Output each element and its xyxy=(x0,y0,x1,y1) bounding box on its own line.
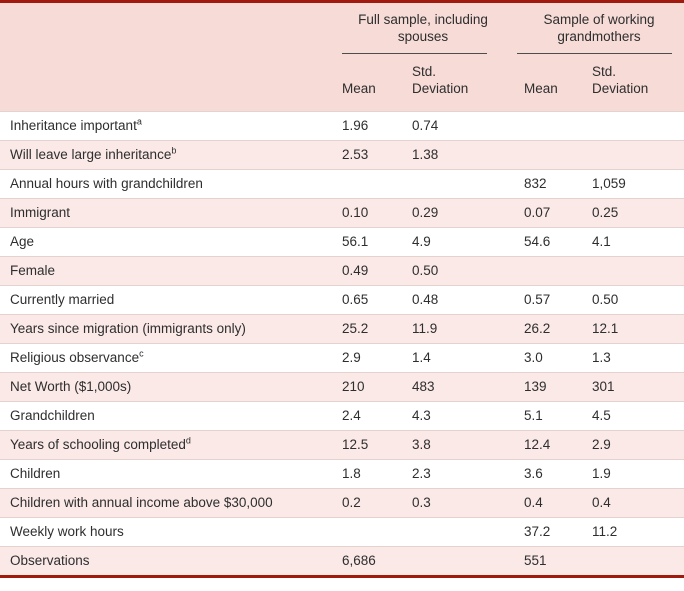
row-label xyxy=(0,466,332,481)
cell-mean-full-sample: 25.2 xyxy=(342,321,369,336)
row-label xyxy=(0,147,332,162)
row-label-text: Will leave large inheritance xyxy=(10,147,172,162)
cell-mean-working-grandmothers: 551 xyxy=(524,553,547,568)
row-label xyxy=(0,176,332,191)
row-label-text: Children xyxy=(10,466,61,481)
cell-std-full-sample: 0.3 xyxy=(412,495,431,510)
cell-std-full-sample: 0.29 xyxy=(412,205,439,220)
table-row xyxy=(0,227,684,256)
cell-std-working-grandmothers: 0.4 xyxy=(592,495,611,510)
cell-std-full-sample: 3.8 xyxy=(412,437,431,452)
cell-std-working-grandmothers: 2.9 xyxy=(592,437,611,452)
row-label-text: Children with annual income above $30,000 xyxy=(10,495,273,510)
cell-std-working-grandmothers: 4.5 xyxy=(592,408,611,423)
cell-std-working-grandmothers: 0.25 xyxy=(592,205,619,220)
cell-mean-working-grandmothers: 139 xyxy=(524,379,547,394)
header-spacer xyxy=(0,12,332,54)
table-row xyxy=(0,372,684,401)
row-label xyxy=(0,321,332,336)
column-group-full-sample-title: Full sample, including spouses xyxy=(358,12,488,44)
row-label-text: Net Worth ($1,000s) xyxy=(10,379,132,394)
cell-mean-full-sample: 0.49 xyxy=(342,263,369,278)
table-row xyxy=(0,343,684,372)
cell-std-full-sample: 0.50 xyxy=(412,263,439,278)
cell-std-working-grandmothers: 0.50 xyxy=(592,292,619,307)
column-group-working-grandmothers-rule xyxy=(517,53,672,54)
row-label xyxy=(0,350,332,365)
cell-mean-full-sample: 1.8 xyxy=(342,466,361,481)
row-label-text: Weekly work hours xyxy=(10,524,124,539)
cell-mean-full-sample: 0.65 xyxy=(342,292,369,307)
row-label xyxy=(0,205,332,220)
cell-std-full-sample: 4.3 xyxy=(412,408,431,423)
cell-mean-working-grandmothers: 0.4 xyxy=(524,495,543,510)
row-label xyxy=(0,408,332,423)
table-row xyxy=(0,517,684,546)
row-label xyxy=(0,379,332,394)
row-label xyxy=(0,437,332,452)
row-label xyxy=(0,495,332,510)
cell-mean-working-grandmothers: 3.0 xyxy=(524,350,543,365)
row-label-superscript: c xyxy=(139,348,144,359)
table-row xyxy=(0,256,684,285)
row-label-superscript: a xyxy=(136,116,142,127)
column-group-working-grandmothers xyxy=(514,12,684,54)
row-label-text: Immigrant xyxy=(10,205,71,220)
cell-mean-working-grandmothers: 3.6 xyxy=(524,466,543,481)
cell-std-working-grandmothers: 1.3 xyxy=(592,350,611,365)
table-row xyxy=(0,140,684,169)
table-row xyxy=(0,198,684,227)
cell-mean-full-sample: 210 xyxy=(342,379,365,394)
table-row xyxy=(0,169,684,198)
cell-mean-working-grandmothers: 26.2 xyxy=(524,321,551,336)
table-body xyxy=(0,111,684,575)
row-label-superscript: b xyxy=(171,145,177,156)
table-row xyxy=(0,430,684,459)
row-label xyxy=(0,292,332,307)
row-label-text: Currently married xyxy=(10,292,115,307)
cell-std-full-sample: 483 xyxy=(412,379,435,394)
row-label-text: Annual hours with grandchildren xyxy=(10,176,203,191)
cell-mean-full-sample: 0.10 xyxy=(342,205,369,220)
table-header xyxy=(0,3,684,111)
cell-mean-working-grandmothers: 0.07 xyxy=(524,205,551,220)
column-group-full-sample-rule xyxy=(342,53,487,54)
cell-mean-full-sample: 2.53 xyxy=(342,147,369,162)
table-row xyxy=(0,111,684,140)
row-label xyxy=(0,524,332,539)
table-row xyxy=(0,459,684,488)
table-row xyxy=(0,285,684,314)
column-header-std-full-sample: Std. Deviation xyxy=(412,63,469,96)
row-label-text: Female xyxy=(10,263,56,278)
table-row xyxy=(0,546,684,575)
row-label xyxy=(0,263,332,278)
row-label-text: Observations xyxy=(10,553,90,568)
cell-mean-working-grandmothers: 54.6 xyxy=(524,234,551,249)
column-header-mean-working-grandmothers: Mean xyxy=(524,80,558,96)
table-row xyxy=(0,401,684,430)
row-label-text: Grandchildren xyxy=(10,408,95,423)
cell-mean-full-sample: 12.5 xyxy=(342,437,369,452)
cell-std-working-grandmothers: 1.9 xyxy=(592,466,611,481)
row-label-text: Inheritance important xyxy=(10,118,137,133)
row-label-text: Years of schooling completed xyxy=(10,437,186,452)
cell-mean-full-sample: 2.4 xyxy=(342,408,361,423)
row-label-text: Age xyxy=(10,234,35,249)
table-bottom-rule xyxy=(0,575,684,578)
cell-mean-full-sample: 1.96 xyxy=(342,118,369,133)
cell-std-working-grandmothers: 301 xyxy=(592,379,615,394)
row-label xyxy=(0,118,332,133)
cell-std-full-sample: 1.38 xyxy=(412,147,439,162)
cell-mean-full-sample: 0.2 xyxy=(342,495,361,510)
cell-std-full-sample: 11.9 xyxy=(412,321,438,336)
cell-mean-working-grandmothers: 832 xyxy=(524,176,547,191)
cell-mean-working-grandmothers: 37.2 xyxy=(524,524,551,539)
cell-std-full-sample: 0.74 xyxy=(412,118,439,133)
column-group-full-sample xyxy=(332,12,514,54)
column-group-working-grandmothers-title: Sample of working grandmothers xyxy=(543,12,655,44)
cell-std-full-sample: 2.3 xyxy=(412,466,431,481)
cell-mean-working-grandmothers: 0.57 xyxy=(524,292,551,307)
cell-mean-full-sample: 6,686 xyxy=(342,553,376,568)
cell-std-full-sample: 1.4 xyxy=(412,350,431,365)
cell-std-working-grandmothers: 4.1 xyxy=(592,234,611,249)
cell-mean-working-grandmothers: 12.4 xyxy=(524,437,551,452)
row-label-superscript: d xyxy=(185,435,191,446)
cell-std-full-sample: 4.9 xyxy=(412,234,431,249)
column-header-std-working-grandmothers: Std. Deviation xyxy=(592,63,649,96)
row-label-text: Religious observance xyxy=(10,350,140,365)
row-label-text: Years since migration (immigrants only) xyxy=(10,321,246,336)
cell-mean-working-grandmothers: 5.1 xyxy=(524,408,543,423)
cell-std-working-grandmothers: 11.2 xyxy=(592,524,618,539)
table-row xyxy=(0,314,684,343)
table-row xyxy=(0,488,684,517)
cell-mean-full-sample: 56.1 xyxy=(342,234,369,249)
cell-std-working-grandmothers: 12.1 xyxy=(592,321,619,336)
cell-mean-full-sample: 2.9 xyxy=(342,350,361,365)
row-label xyxy=(0,234,332,249)
cell-std-working-grandmothers: 1,059 xyxy=(592,176,626,191)
cell-std-full-sample: 0.48 xyxy=(412,292,439,307)
row-label xyxy=(0,553,332,568)
column-header-mean-full-sample: Mean xyxy=(342,80,376,96)
